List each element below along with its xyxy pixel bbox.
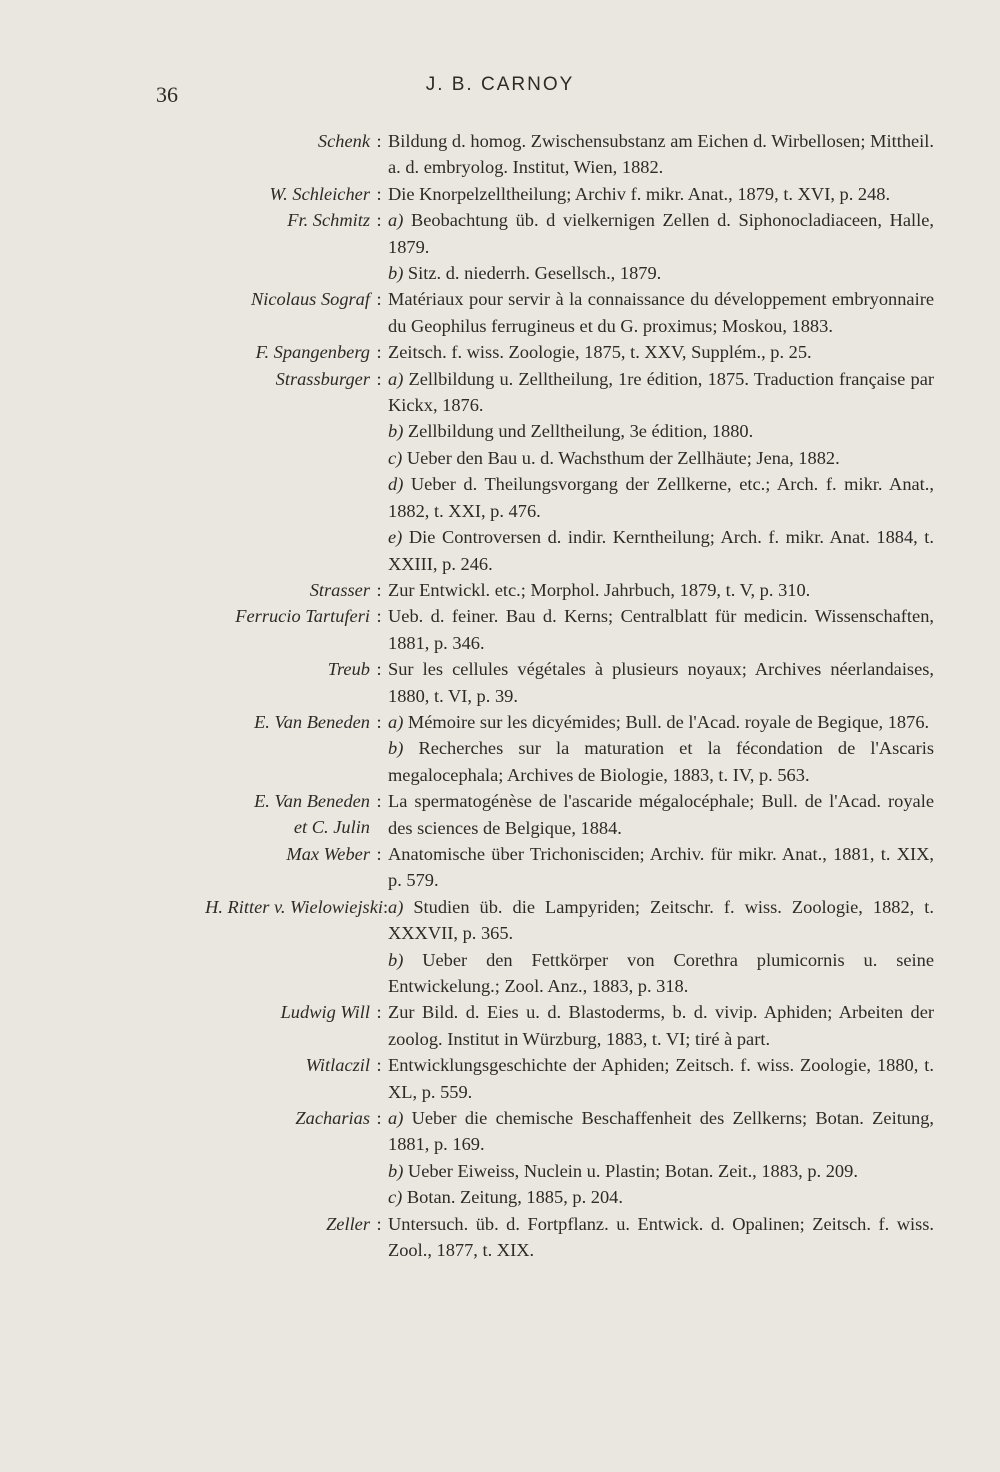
page-number: 36 — [156, 82, 178, 107]
entry-subitem: b) Zellbildung und Zelltheilung, 3e édition, 1880. — [388, 421, 754, 442]
bib-entry — [150, 339, 930, 365]
entry-text: Zeitsch. f. wiss. Zoologie, 1875, t. XXV, Supplém., p. 25. — [388, 342, 812, 363]
entry-colon: : — [376, 1213, 382, 1234]
entry-text: Ueb. d. feiner. Bau d. Kerns; Centralblatt für medicin. Wissenschaften, 1881, p. 346. — [388, 606, 934, 653]
entry-colon: : — [376, 289, 382, 310]
entry-text: a) Beobachtung üb. d vielkernigen Zellen d. Siphonocladiaceen, Halle, 1879. — [388, 210, 934, 257]
entry-author: Treub — [327, 659, 370, 680]
bib-entry — [150, 603, 934, 656]
bib-entry — [150, 894, 934, 947]
item-label: a) — [388, 368, 409, 389]
bib-entry — [150, 709, 930, 735]
bib-entry — [150, 207, 934, 260]
entry-author: Schenk — [317, 131, 370, 151]
bib-entry — [150, 1052, 934, 1105]
entry-text: a) Studien üb. die Lampyriden; Zeitschr. f. wiss. Zoologie, 1882, t. XXXVII, p. 365. — [388, 896, 934, 944]
bib-entry — [150, 999, 934, 1052]
item-label: c) — [388, 447, 407, 468]
running-head: J. B. CARNOY — [425, 74, 575, 95]
entry-text: a) Zellbildung u. Zelltheilung, 1re édition, 1875. Traduction française par Kickx, 1876. — [388, 368, 934, 416]
entry-colon: : — [376, 1108, 382, 1129]
bib-entry — [150, 577, 930, 603]
entry-author: Witlaczil — [305, 1055, 370, 1076]
entry-author: Zeller — [326, 1213, 370, 1234]
entry-author: Zacharias — [295, 1108, 370, 1129]
entry-author: Fr. Schmitz — [287, 210, 370, 231]
entry-colon: : — [376, 711, 382, 732]
bib-entry — [150, 366, 934, 419]
entry-author: Ferrucio Tartuferi — [235, 606, 370, 627]
entry-text: Zur Entwickl. etc.; Morphol. Jahrbuch, 1879, t. V, p. 310. — [388, 579, 811, 600]
bib-entry — [150, 128, 934, 181]
entry-text: a) Ueber die chemische Beschaffenheit des Zellkerns; Botan. Zeitung, 1881, p. 169. — [388, 1108, 934, 1155]
entry-subitem: e) Die Controversen d. indir. Kerntheilung; Arch. f. mikr. Anat. 1884, t. XXIII, p. 246. — [388, 527, 935, 574]
bib-entry — [150, 656, 934, 709]
item-label: b) — [388, 421, 408, 442]
entry-author: Nicolaus Sograf — [250, 289, 370, 310]
entry-author: Strasser — [309, 579, 370, 600]
item-label: b) — [388, 1160, 408, 1181]
entry-subitem: b) Recherches sur la maturation et la fécondation de l'Ascaris megalocephala; Archives de Biologie, 1883, t. IV, p. 563. — [388, 738, 934, 785]
entry-author: Strassburger — [275, 368, 370, 389]
entry-text: Bildung d. homog. Zwischensubstanz am Eichen d. Wirbellosen; Mittheil. a. d. embryolog. Institut, Wien, 1882. — [388, 131, 934, 178]
item-label: d) — [388, 474, 411, 495]
entry-author: W. Schleicher — [269, 183, 370, 204]
item-label: a) — [388, 711, 408, 732]
entry-subitem: b) Sitz. d. niederrh. Gesellsch., 1879. — [388, 263, 662, 284]
entry-colon: : — [376, 1002, 382, 1023]
entry-subitem: c) Botan. Zeitung, 1885, p. 204. — [388, 1187, 623, 1208]
entry-subitem: b) Ueber Eiweiss, Nuclein u. Plastin; Botan. Zeit., 1883, p. 209. — [388, 1160, 858, 1181]
entry-text: Sur les cellules végétales à plusieurs noyaux; Archives néerlandaises, 1880, t. VI, p. 39. — [388, 659, 934, 706]
bib-entry — [150, 1211, 934, 1264]
entry-author: H. Ritter v. Wielowiejski — [205, 896, 383, 917]
bib-entry — [150, 181, 930, 207]
item-label: c) — [388, 1187, 407, 1208]
entry-colon: : — [376, 342, 382, 363]
entry-colon: : — [376, 183, 382, 204]
bib-entry — [150, 1105, 934, 1158]
item-label: b) — [388, 738, 419, 759]
entry-colon: : — [376, 131, 382, 151]
entry-colon: : — [383, 896, 389, 917]
entry-author: E. Van Beneden — [254, 711, 370, 732]
entry-text: Matériaux pour servir à la connaissance du développement embryonnaire du Geophilus ferrugineus et du G. proximus; Moskou, 1883. — [388, 289, 934, 336]
entry-text: La spermatogénèse de l'ascaride mégalocéphale; Bull. de l'Acad. royale des sciences de Belgique, 1884. — [388, 791, 934, 838]
item-label: b) — [388, 949, 423, 970]
bib-entry — [150, 286, 934, 339]
entry-colon: : — [376, 579, 382, 600]
entry-author-2: et C. Julin — [293, 817, 370, 838]
entry-author: Ludwig Will — [280, 1002, 370, 1023]
entry-colon: : — [376, 1055, 382, 1076]
item-label: a) — [388, 210, 411, 231]
entry-colon: : — [376, 791, 382, 812]
entry-author: Max Weber — [286, 843, 370, 864]
entry-colon: : — [376, 843, 382, 864]
entry-text: Anatomische über Trichonisciden; Archiv. für mikr. Anat., 1881, t. XIX, p. 579. — [388, 843, 934, 891]
item-label: e) — [388, 527, 409, 548]
item-label: a) — [388, 1108, 412, 1129]
item-label: a) — [388, 896, 414, 917]
entry-text: Die Knorpelzelltheilung; Archiv f. mikr. Anat., 1879, t. XVI, p. 248. — [388, 183, 891, 204]
entry-text: a) Mémoire sur les dicyémides; Bull. de l'Acad. royale de Begique, 1876. — [388, 711, 930, 732]
entry-author: F. Spangenberg — [255, 342, 370, 363]
item-label: b) — [388, 263, 408, 284]
entry-text: Zur Bild. d. Eies u. d. Blastoderms, b. d. vivip. Aphiden; Arbeiten der zoolog. Institut in Würzburg, 1883, t. VI; tiré à part. — [388, 1002, 934, 1049]
bib-entry — [150, 841, 934, 894]
entry-subitem: b) Ueber den Fettkörper von Corethra plumicornis u. seine Entwickelung.; Zool. Anz., 1883, p. 318. — [388, 949, 935, 996]
entry-colon: : — [376, 368, 382, 389]
entry-text: Untersuch. üb. d. Fortpflanz. u. Entwick. d. Opalinen; Zeitsch. f. wiss. Zool., 1877, t. XIX. — [388, 1213, 934, 1261]
entry-subitem: d) Ueber d. Theilungsvorgang der Zellkerne, etc.; Arch. f. mikr. Anat., 1882, t. XXI, p. 476. — [388, 474, 934, 521]
entry-colon: : — [376, 210, 382, 231]
entry-author: E. Van Beneden — [254, 791, 370, 812]
entry-colon: : — [376, 606, 382, 627]
entry-colon: : — [376, 659, 382, 680]
entry-subitem: c) Ueber den Bau u. d. Wachsthum der Zellhäute; Jena, 1882. — [388, 447, 840, 468]
bibliography-list — [150, 128, 935, 1263]
entry-text: Entwicklungsgeschichte der Aphiden; Zeitsch. f. wiss. Zoologie, 1880, t. XL, p. 559. — [388, 1055, 934, 1102]
